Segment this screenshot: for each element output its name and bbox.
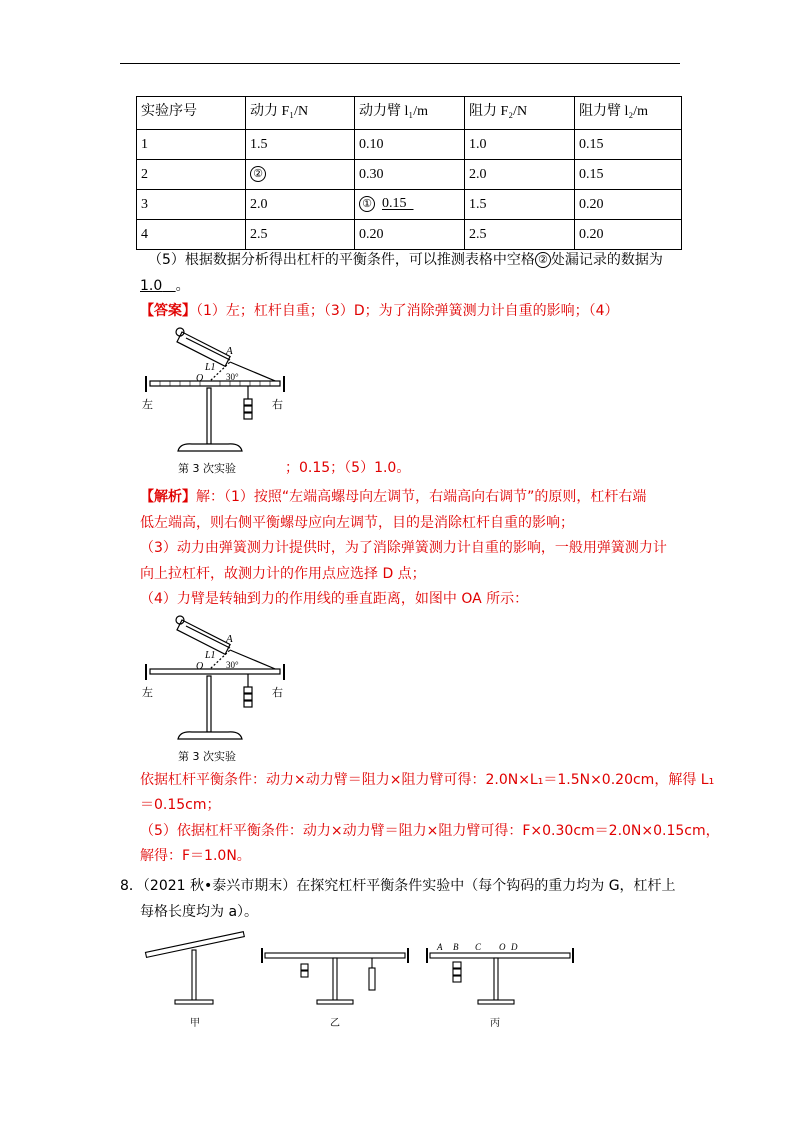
table-cell: 0.10 [355,130,465,160]
table-cell: 0.15 [575,160,682,190]
data-table [136,96,682,250]
tilted-lever [145,932,244,1004]
label-left: 左 [142,686,153,699]
point-o: O [499,942,506,952]
table-cell: 0.15 [575,130,682,160]
table-header-row [137,97,682,130]
figure-caption: 第 3 次实验 [178,462,236,475]
table-cell [246,160,355,190]
table-cell: 1.5 [246,130,355,160]
blank-marker: ② [250,166,266,182]
filled-answer: 0.15 [382,196,407,212]
label-angle: 30° [226,660,239,670]
stand-pole [207,388,211,444]
q5-answer: 1.0 [140,278,163,294]
level-lever-c [427,948,573,1004]
table-cell [355,190,465,220]
figure-label-jia: 甲 [190,1018,200,1029]
table-cell: 4 [137,220,246,250]
point-c: C [475,942,482,952]
analysis-text: ＝0.15cm； [140,797,221,813]
answer-tag: 【答案】 [140,303,196,319]
blank-marker: ① [359,196,375,212]
table-header: 实验序号 [137,97,246,130]
label-l1: L1 [205,650,216,661]
table-row [137,190,682,220]
label-a: A [226,345,233,357]
figure-label-bing: 丙 [490,1018,500,1029]
analysis-line [140,487,646,507]
analysis-tag: 【解析】 [140,489,196,505]
figure-caption: 第 3 次实验 [178,750,236,763]
table-cell: 1.5 [465,190,575,220]
label-l1: L1 [205,362,216,373]
answer-tail: ；0.15；（5）1.0。 [285,460,411,476]
label-left: 左 [142,398,153,411]
analysis-text: （4）力臂是转轴到力的作用线的垂直距离，如图中 OA 所示： [140,591,529,607]
answer-line [140,301,619,321]
table-cell: 2.0 [246,190,355,220]
analysis-text: （5）依据杠杆平衡条件：动力×动力臂＝阻力×阻力臂可得：F×0.30cm＝2.0N×0.15cm， [140,823,720,839]
blank-marker: ② [535,252,551,268]
label-o: O [196,373,204,384]
table-header: 阻力 F₂/N [465,97,575,130]
label-angle: 30° [226,372,239,382]
table-header: 动力臂 l₁/m [355,97,465,130]
table-row [137,160,682,190]
q5-answer-line [140,276,190,296]
table-cell: 3 [137,190,246,220]
lever-figure [140,326,290,476]
analysis-text: 向上拉杠杆，故测力计的作用点应选择 D 点； [140,566,426,582]
label-right: 右 [272,686,283,699]
label-o: O [196,661,204,672]
lever-figure [140,614,290,764]
q5-line [148,250,663,270]
q8-text: 8．（2021 秋•泰兴市期末）在探究杠杆平衡条件实验中（每个钩码的重力均为 G，杠杆上 [120,878,676,894]
table-cell: 0.20 [355,220,465,250]
table-cell: 2.5 [246,220,355,250]
analysis-text: 解得：F＝1.0N。 [140,848,251,864]
table-cell: 2.0 [465,160,575,190]
figure-label-yi: 乙 [330,1018,340,1029]
q8-text: 每格长度均为 a）。 [140,904,259,920]
table-row [137,130,682,160]
table-cell: 1.0 [465,130,575,160]
label-right: 右 [272,398,283,411]
table-cell: 2 [137,160,246,190]
analysis-text: 低左端高，则右侧平衡螺母应向左调节，目的是消除杠杆自重的影响； [140,515,574,531]
table-cell: 0.30 [355,160,465,190]
point-d: D [511,942,518,952]
point-a: A [437,942,443,952]
analysis-text: （3）动力由弹簧测力计提供时，为了消除弹簧测力计自重的影响，一般用弹簧测力计 [140,540,667,556]
table-cell: 1 [137,130,246,160]
level-lever-b [262,948,408,1004]
table-row [137,220,682,250]
header-rule [120,63,680,64]
table-cell: 0.20 [575,190,682,220]
table-header: 动力 F₁/N [246,97,355,130]
spring-scale-icon [176,616,230,654]
label-a: A [226,633,233,645]
answer-text: （1）左；杠杆自重；（3）D；为了消除弹簧测力计自重的影响；（4） [196,303,619,319]
q5-text: （5）根据数据分析得出杠杆的平衡条件，可以推测表格中空格 [148,252,535,268]
table-cell: 2.5 [465,220,575,250]
q5-text: 。 [175,278,190,294]
q5-text: 处漏记录的数据为 [550,252,663,268]
analysis-text: 解：（1）按照“左端高螺母向左调节，右端高向右调节”的原则，杠杆右端 [196,489,647,505]
q8-figures [135,920,595,1035]
analysis-text: 依据杠杆平衡条件：动力×动力臂＝阻力×阻力臂可得：2.0N×L₁＝1.5N×0.20cm，解得 L₁ [140,772,715,788]
stand-base [178,444,242,451]
table-cell: 0.20 [575,220,682,250]
lever-beam [150,381,280,386]
table-header: 阻力臂 l₂/m [575,97,682,130]
spring-scale-icon [176,328,230,366]
point-b: B [453,942,459,952]
